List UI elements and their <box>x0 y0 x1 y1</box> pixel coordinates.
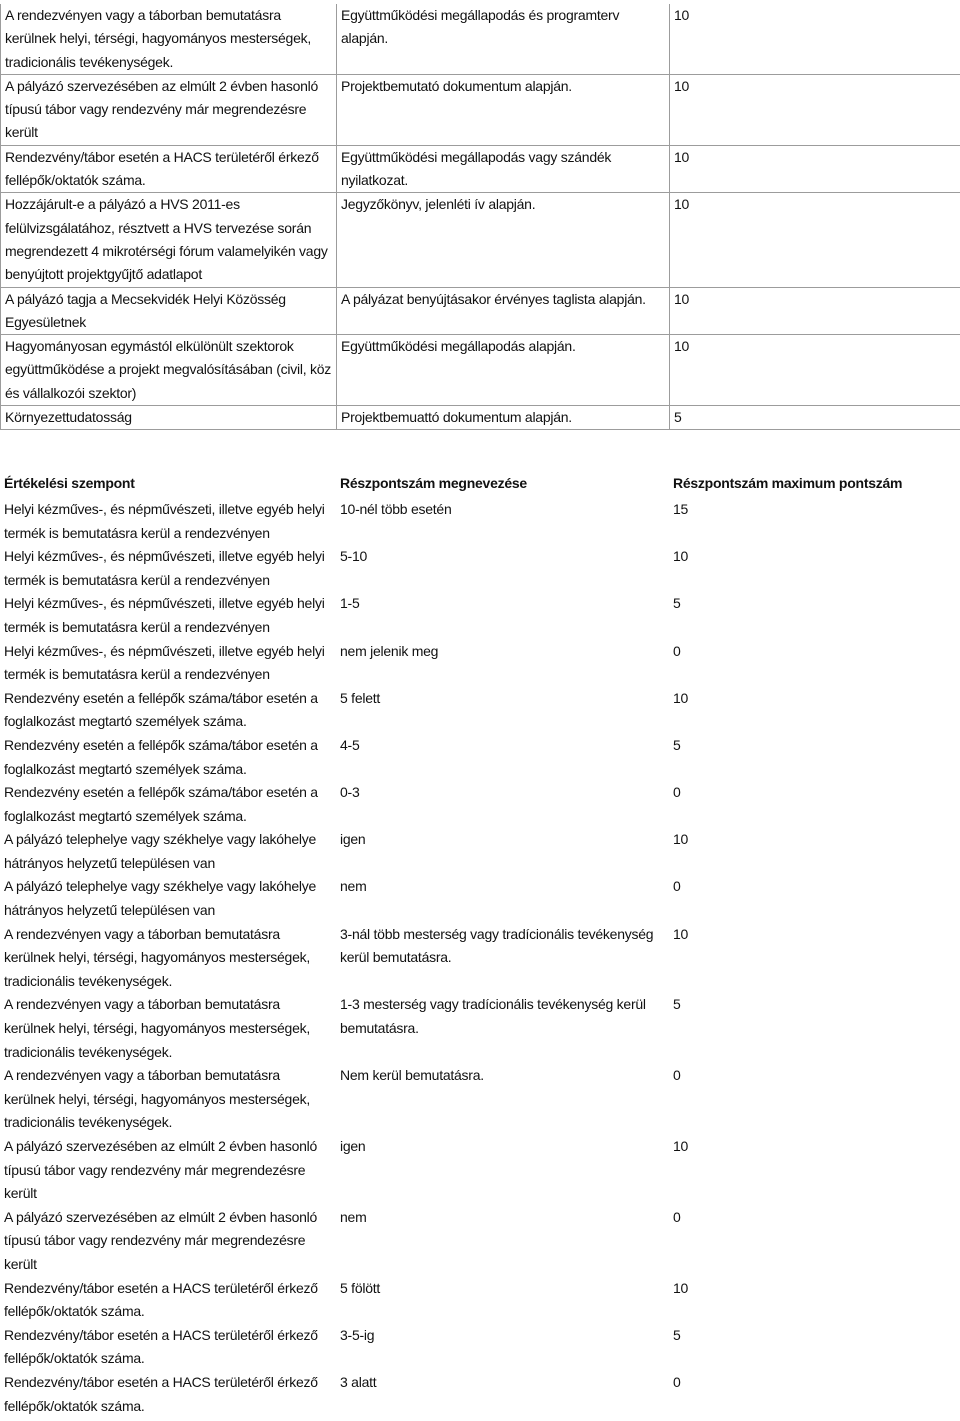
header-max-points: Részpontszám maximum pontszám <box>673 475 903 491</box>
criterion-cell: A rendezvényen vagy a táborban bemutatásra kerülnek helyi, térségi, hagyományos mesterségek, tradicionális tevékenységek. <box>1 4 337 74</box>
basis-cell: Jegyzőkönyv, jelenléti ív alapján. <box>337 193 670 287</box>
criterion-cell: A rendezvényen vagy a táborban bemutatásra kerülnek helyi, térségi, hagyományos mesterségek, tradicionális tevékenységek. <box>4 925 311 989</box>
points-cell: 0 <box>673 878 681 895</box>
scoring-row <box>0 734 960 781</box>
basis-cell: Együttműködési megállapodás alapján. <box>337 335 670 406</box>
scoring-row <box>0 1371 960 1418</box>
sub-name-cell: 0-3 <box>340 784 360 801</box>
criteria-row <box>1 193 960 287</box>
sub-name-cell: 10-nél több esetén <box>340 500 452 517</box>
criterion-cell: Rendezvény/tábor esetén a HACS területéről érkező fellépők/oktatók száma. <box>1 145 337 193</box>
criteria-row <box>1 74 960 145</box>
criteria-row <box>1 4 960 74</box>
criterion-cell: Rendezvény/tábor esetén a HACS területéről érkező fellépők/oktatók száma. <box>4 1279 318 1320</box>
points-cell: 0 <box>673 784 681 801</box>
criterion-cell: Helyi kézműves-, és népművészeti, illetve egyéb helyi termék is bemutatásra kerül a rendezvényen <box>4 500 325 541</box>
criterion-cell: Rendezvény esetén a fellépők száma/tábor esetén a foglalkozást megtartó személyek száma. <box>4 784 318 824</box>
sub-name-cell: igen <box>340 1138 366 1155</box>
criterion-cell: Környezettudatosság <box>1 406 337 430</box>
scoring-row <box>0 1277 960 1324</box>
basis-cell: A pályázat benyújtásakor érvényes taglista alapján. <box>337 287 670 335</box>
scoring-row <box>0 781 960 828</box>
points-cell: 10 <box>673 1279 689 1296</box>
basis-cell: Együttműködési megállapodás és programterv alapján. <box>337 4 670 74</box>
sub-name-cell: 4-5 <box>340 736 360 753</box>
header-sub-name: Részpontszám megnevezése <box>340 475 527 491</box>
points-cell: 10 <box>673 689 689 706</box>
scoring-row <box>0 545 960 592</box>
scoring-row <box>0 1135 960 1206</box>
points-cell: 10 <box>673 1138 689 1155</box>
points-cell: 15 <box>673 500 689 517</box>
sub-name-cell: 5-10 <box>340 548 368 565</box>
sub-name-cell: 3-nál több mesterség vagy tradícionális tevékenység kerül bemutatásra. <box>340 925 654 966</box>
criteria-row <box>1 406 960 430</box>
scoring-row <box>0 498 960 545</box>
criteria-row <box>1 335 960 406</box>
scoring-row <box>0 1324 960 1371</box>
criterion-cell: A pályázó szervezésében az elmúlt 2 évben hasonló típusú tábor vagy rendezvény már megrendezésre került <box>4 1208 318 1272</box>
sub-name-cell: nem jelenik meg <box>340 642 439 659</box>
criterion-cell: A rendezvényen vagy a táborban bemutatásra kerülnek helyi, térségi, hagyományos mesterségek, tradicionális tevékenységek. <box>4 996 311 1060</box>
criterion-cell: Rendezvény/tábor esetén a HACS területéről érkező fellépők/oktatók száma. <box>4 1326 318 1367</box>
scoring-table <box>0 472 960 1418</box>
points-cell: 10 <box>670 335 960 406</box>
criterion-cell: A rendezvényen vagy a táborban bemutatásra kerülnek helyi, térségi, hagyományos mesterségek, tradicionális tevékenységek. <box>4 1067 311 1131</box>
criterion-cell: Rendezvény esetén a fellépők száma/tábor esetén a foglalkozást megtartó személyek száma. <box>4 689 318 730</box>
criterion-cell: A pályázó telephelye vagy székhelye vagy lakóhelye hátrányos helyzetű településen van <box>4 831 317 871</box>
sub-name-cell: 5 fölött <box>340 1279 381 1296</box>
points-cell: 5 <box>673 595 681 612</box>
points-cell: 10 <box>670 193 960 287</box>
basis-cell: Együttműködési megállapodás vagy szándék nyilatkozat. <box>337 145 670 193</box>
basis-cell: Projektbemuattó dokumentum alapján. <box>337 406 670 430</box>
scoring-row <box>0 640 960 687</box>
scoring-header-row <box>0 472 960 498</box>
criterion-cell: Helyi kézműves-, és népművészeti, illetve egyéb helyi termék is bemutatásra kerül a rendezvényen <box>4 595 325 635</box>
points-cell: 5 <box>670 406 960 430</box>
criterion-cell: Rendezvény/tábor esetén a HACS területéről érkező fellépők/oktatók száma. <box>4 1373 318 1414</box>
criterion-cell: A pályázó telephelye vagy székhelye vagy lakóhelye hátrányos helyzetű településen van <box>4 878 317 919</box>
points-cell: 10 <box>673 548 689 565</box>
points-cell: 10 <box>670 4 960 74</box>
sub-name-cell: igen <box>340 831 366 848</box>
criteria-row <box>1 287 960 335</box>
points-cell: 5 <box>673 736 681 753</box>
criterion-cell: Helyi kézműves-, és népművészeti, illetve egyéb helyi termék is bemutatásra kerül a rendezvényen <box>4 548 325 588</box>
scoring-row <box>0 828 960 875</box>
scoring-row <box>0 592 960 639</box>
points-cell: 10 <box>673 925 689 942</box>
criteria-table <box>0 4 960 430</box>
header-criterion: Értékelési szempont <box>4 475 135 491</box>
criterion-cell: Helyi kézműves-, és népművészeti, illetve egyéb helyi termék is bemutatásra kerül a rendezvényen <box>4 642 325 683</box>
points-cell: 10 <box>670 74 960 145</box>
points-cell: 0 <box>673 1373 681 1390</box>
sub-name-cell: 5 felett <box>340 689 381 706</box>
scoring-row <box>0 923 960 994</box>
criterion-cell: Hozzájárult-e a pályázó a HVS 2011-es felülvizsgálatához, résztvett a HVS tervezése során megrendezett 4 mikrotérségi fórum valamelyikén vagy benyújtott projektgyűjtő adatlapot <box>1 193 337 287</box>
points-cell: 0 <box>673 642 681 659</box>
points-cell: 10 <box>673 831 689 848</box>
scoring-row <box>0 1064 960 1135</box>
scoring-row <box>0 875 960 922</box>
points-cell: 0 <box>673 1208 681 1225</box>
basis-cell: Projektbemutató dokumentum alapján. <box>337 74 670 145</box>
sub-name-cell: 1-3 mesterség vagy tradícionális tevékenység kerül bemutatásra. <box>340 996 646 1037</box>
points-cell: 10 <box>670 145 960 193</box>
points-cell: 10 <box>670 287 960 335</box>
sub-name-cell: nem <box>340 878 367 895</box>
criterion-cell: A pályázó tagja a Mecsekvidék Helyi Közösség Egyesületnek <box>1 287 337 335</box>
criterion-cell: A pályázó szervezésében az elmúlt 2 évben hasonló típusú tábor vagy rendezvény már megrendezésre került <box>1 74 337 145</box>
scoring-row <box>0 687 960 734</box>
sub-name-cell: Nem kerül bemutatásra. <box>340 1067 484 1084</box>
sub-name-cell: 3 alatt <box>340 1373 377 1390</box>
criterion-cell: A pályázó szervezésében az elmúlt 2 évben hasonló típusú tábor vagy rendezvény már megrendezésre került <box>4 1138 318 1202</box>
sub-name-cell: 3-5-ig <box>340 1326 375 1343</box>
points-cell: 0 <box>673 1067 681 1084</box>
criteria-row <box>1 145 960 193</box>
scoring-row <box>0 993 960 1064</box>
criterion-cell: Hagyományosan egymástól elkülönült szektorok együttműködése a projekt megvalósításában (civil, köz és vállalkozói szektor) <box>1 335 337 406</box>
points-cell: 5 <box>673 996 681 1013</box>
sub-name-cell: 1-5 <box>340 595 360 612</box>
scoring-row <box>0 1206 960 1277</box>
sub-name-cell: nem <box>340 1208 367 1225</box>
criterion-cell: Rendezvény esetén a fellépők száma/tábor esetén a foglalkozást megtartó személyek száma. <box>4 736 318 777</box>
points-cell: 5 <box>673 1326 681 1343</box>
